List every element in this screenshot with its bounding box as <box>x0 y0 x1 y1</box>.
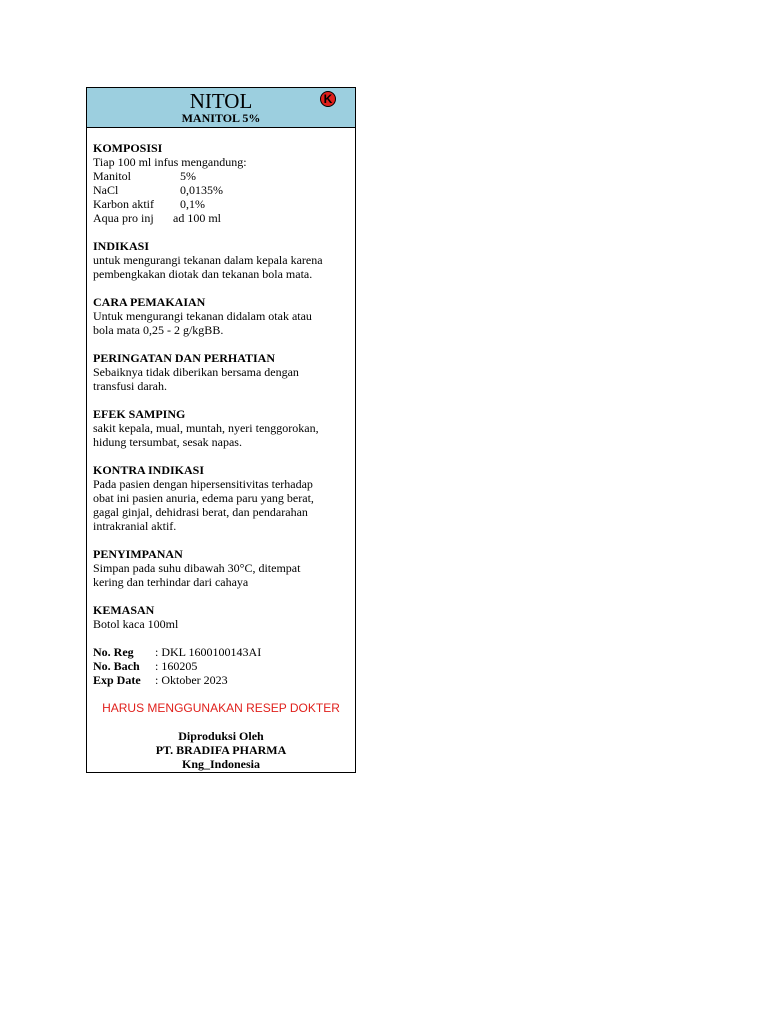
bach-row <box>93 659 355 673</box>
generic-name: MANITOL 5% <box>181 111 261 125</box>
prescription-warning: HARUS MENGGUNAKAN RESEP DOKTER <box>102 701 340 715</box>
exp-value: : Oktober 2023 <box>155 673 228 687</box>
text-line: sakit kepala, mual, muntah, nyeri tenggorokan, <box>93 421 319 435</box>
section-indikasi <box>93 239 355 281</box>
text-line: hidung tersumbat, sesak napas. <box>93 435 242 449</box>
section-kemasan <box>93 603 355 631</box>
section-title: KEMASAN <box>93 603 155 617</box>
section-title: PERINGATAN DAN PERHATIAN <box>93 351 276 365</box>
komposisi-row <box>93 183 355 197</box>
section-peringatan <box>93 351 355 393</box>
text-line: Botol kaca 100ml <box>93 617 179 631</box>
drug-label <box>86 87 356 773</box>
section-penyimpanan <box>93 547 355 589</box>
reg-row <box>93 645 355 659</box>
section-title: INDIKASI <box>93 239 150 253</box>
text-line: intrakranial aktif. <box>93 519 177 533</box>
section-title: KONTRA INDIKASI <box>93 463 205 477</box>
k-mark-icon: K <box>320 91 336 107</box>
section-title: EFEK SAMPING <box>93 407 186 421</box>
section-title: PENYIMPANAN <box>93 547 183 561</box>
text-line: pembengkakan diotak dan tekanan bola mata. <box>93 267 313 281</box>
bach-label: No. Bach <box>93 659 140 673</box>
reg-label: No. Reg <box>93 645 134 659</box>
komposisi-row <box>93 169 355 183</box>
text-line: kering dan terhindar dari cahaya <box>93 575 249 589</box>
manufacturer-name: PT. BRADIFA PHARMA <box>155 743 287 757</box>
manufacturer-location: Kng_Indonesia <box>181 757 261 771</box>
ingredient-value: 0,0135% <box>180 183 223 197</box>
ingredient-value: 5% <box>180 169 196 183</box>
registration-block <box>93 645 355 687</box>
komposisi-intro: Tiap 100 ml infus mengandung: <box>93 155 247 169</box>
section-cara-pemakaian <box>93 295 355 337</box>
section-title: CARA PEMAKAIAN <box>93 295 206 309</box>
komposisi-row <box>93 211 355 225</box>
ingredient-name: NaCl <box>93 183 119 197</box>
komposisi-row <box>93 197 355 211</box>
section-kontra-indikasi <box>93 463 355 533</box>
text-line: Sebaiknya tidak diberikan bersama dengan <box>93 365 299 379</box>
label-header <box>87 88 355 128</box>
text-line: untuk mengurangi tekanan dalam kepala karena <box>93 253 323 267</box>
text-line: Simpan pada suhu dibawah 30°C, ditempat <box>93 561 301 575</box>
manufacturer-line: Diproduksi Oleh <box>178 729 264 743</box>
ingredient-name: Manitol <box>93 169 131 183</box>
text-line: Pada pasien dengan hipersensitivitas terhadap <box>93 477 313 491</box>
exp-label: Exp Date <box>93 673 141 687</box>
section-title: KOMPOSISI <box>93 141 163 155</box>
text-line: obat ini pasien anuria, edema paru yang berat, <box>93 491 314 505</box>
section-efek-samping <box>93 407 355 449</box>
ingredient-name: Karbon aktif <box>93 197 154 211</box>
section-komposisi <box>93 141 355 225</box>
ingredient-name: Aqua pro inj <box>93 211 154 225</box>
label-content <box>87 128 355 771</box>
manufacturer-block <box>87 729 355 771</box>
brand-name: NITOL <box>189 89 253 113</box>
text-line: bola mata 0,25 - 2 g/kgBB. <box>93 323 224 337</box>
ingredient-value: ad 100 ml <box>173 211 221 225</box>
text-line: Untuk mengurangi tekanan didalam otak atau <box>93 309 312 323</box>
exp-row <box>93 673 355 687</box>
bach-value: : 160205 <box>155 659 198 673</box>
reg-value: : DKL 1600100143AI <box>155 645 262 659</box>
text-line: gagal ginjal, dehidrasi berat, dan pendarahan <box>93 505 308 519</box>
ingredient-value: 0,1% <box>180 197 205 211</box>
text-line: transfusi darah. <box>93 379 167 393</box>
